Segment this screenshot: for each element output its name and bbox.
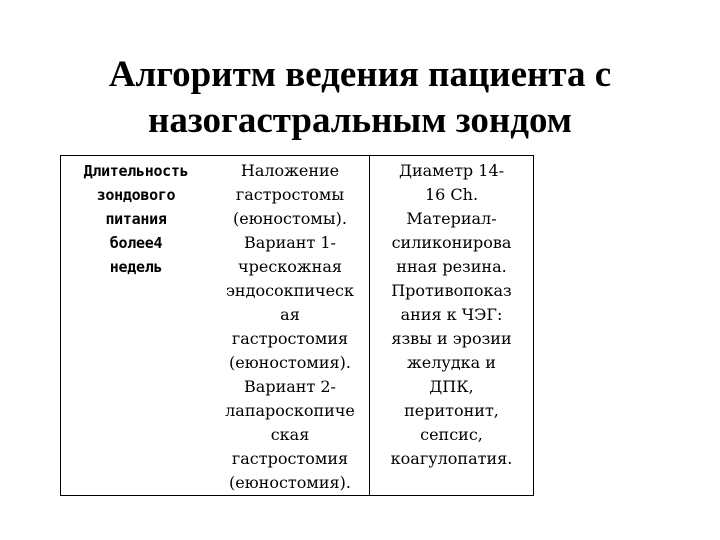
- details-line: язвы и эрозии: [391, 329, 512, 348]
- procedure-line: Вариант 1-: [244, 233, 336, 252]
- details-line: 16 Ch.: [424, 185, 479, 204]
- details-line: желудка и: [407, 353, 496, 372]
- procedure-line: (еюностомы).: [233, 209, 347, 228]
- slide-title: [0, 52, 720, 144]
- duration-line: Длительность: [83, 162, 189, 180]
- details-line: коагулопатия.: [390, 449, 513, 468]
- procedure-line: лапароскопиче: [225, 401, 355, 420]
- procedure-line: гастростомы: [235, 185, 345, 204]
- duration-line: более4: [109, 234, 163, 252]
- procedure-line: Вариант 2-: [244, 377, 336, 396]
- slide-title-line-2: назогастральным зондом: [148, 100, 572, 141]
- details-line: перитонит,: [404, 401, 499, 420]
- procedure-line: (еюностомия).: [229, 473, 351, 492]
- details-line: Материал-: [406, 209, 497, 228]
- procedure-line: эндосокпическ: [225, 281, 355, 300]
- procedure-line: гастростомия: [231, 449, 349, 468]
- details-line: Диаметр 14-: [398, 161, 505, 180]
- details-column: [370, 156, 533, 495]
- procedure-line: Наложение: [240, 161, 340, 180]
- procedure-line: ская: [270, 425, 310, 444]
- slide-title-line-1: Алгоритм ведения пациента с: [108, 54, 612, 95]
- details-line: ания к ЧЭГ:: [400, 305, 503, 324]
- details-line: сепсис,: [420, 425, 483, 444]
- details-line: нная резина.: [396, 257, 507, 276]
- duration-column: [61, 156, 211, 495]
- procedure-line: (еюностомия).: [229, 353, 351, 372]
- details-line: Противопоказ: [391, 281, 512, 300]
- procedure-line: чрескожная: [238, 257, 342, 276]
- procedure-line: гастростомия: [231, 329, 349, 348]
- procedure-line: ая: [280, 305, 300, 324]
- details-line: ДПК,: [429, 377, 474, 396]
- duration-line: зондового: [96, 186, 176, 204]
- duration-line: недель: [109, 258, 163, 276]
- procedure-column: [211, 156, 370, 495]
- details-line: силиконирова: [391, 233, 512, 252]
- info-table: [60, 155, 534, 496]
- duration-line: питания: [105, 210, 167, 228]
